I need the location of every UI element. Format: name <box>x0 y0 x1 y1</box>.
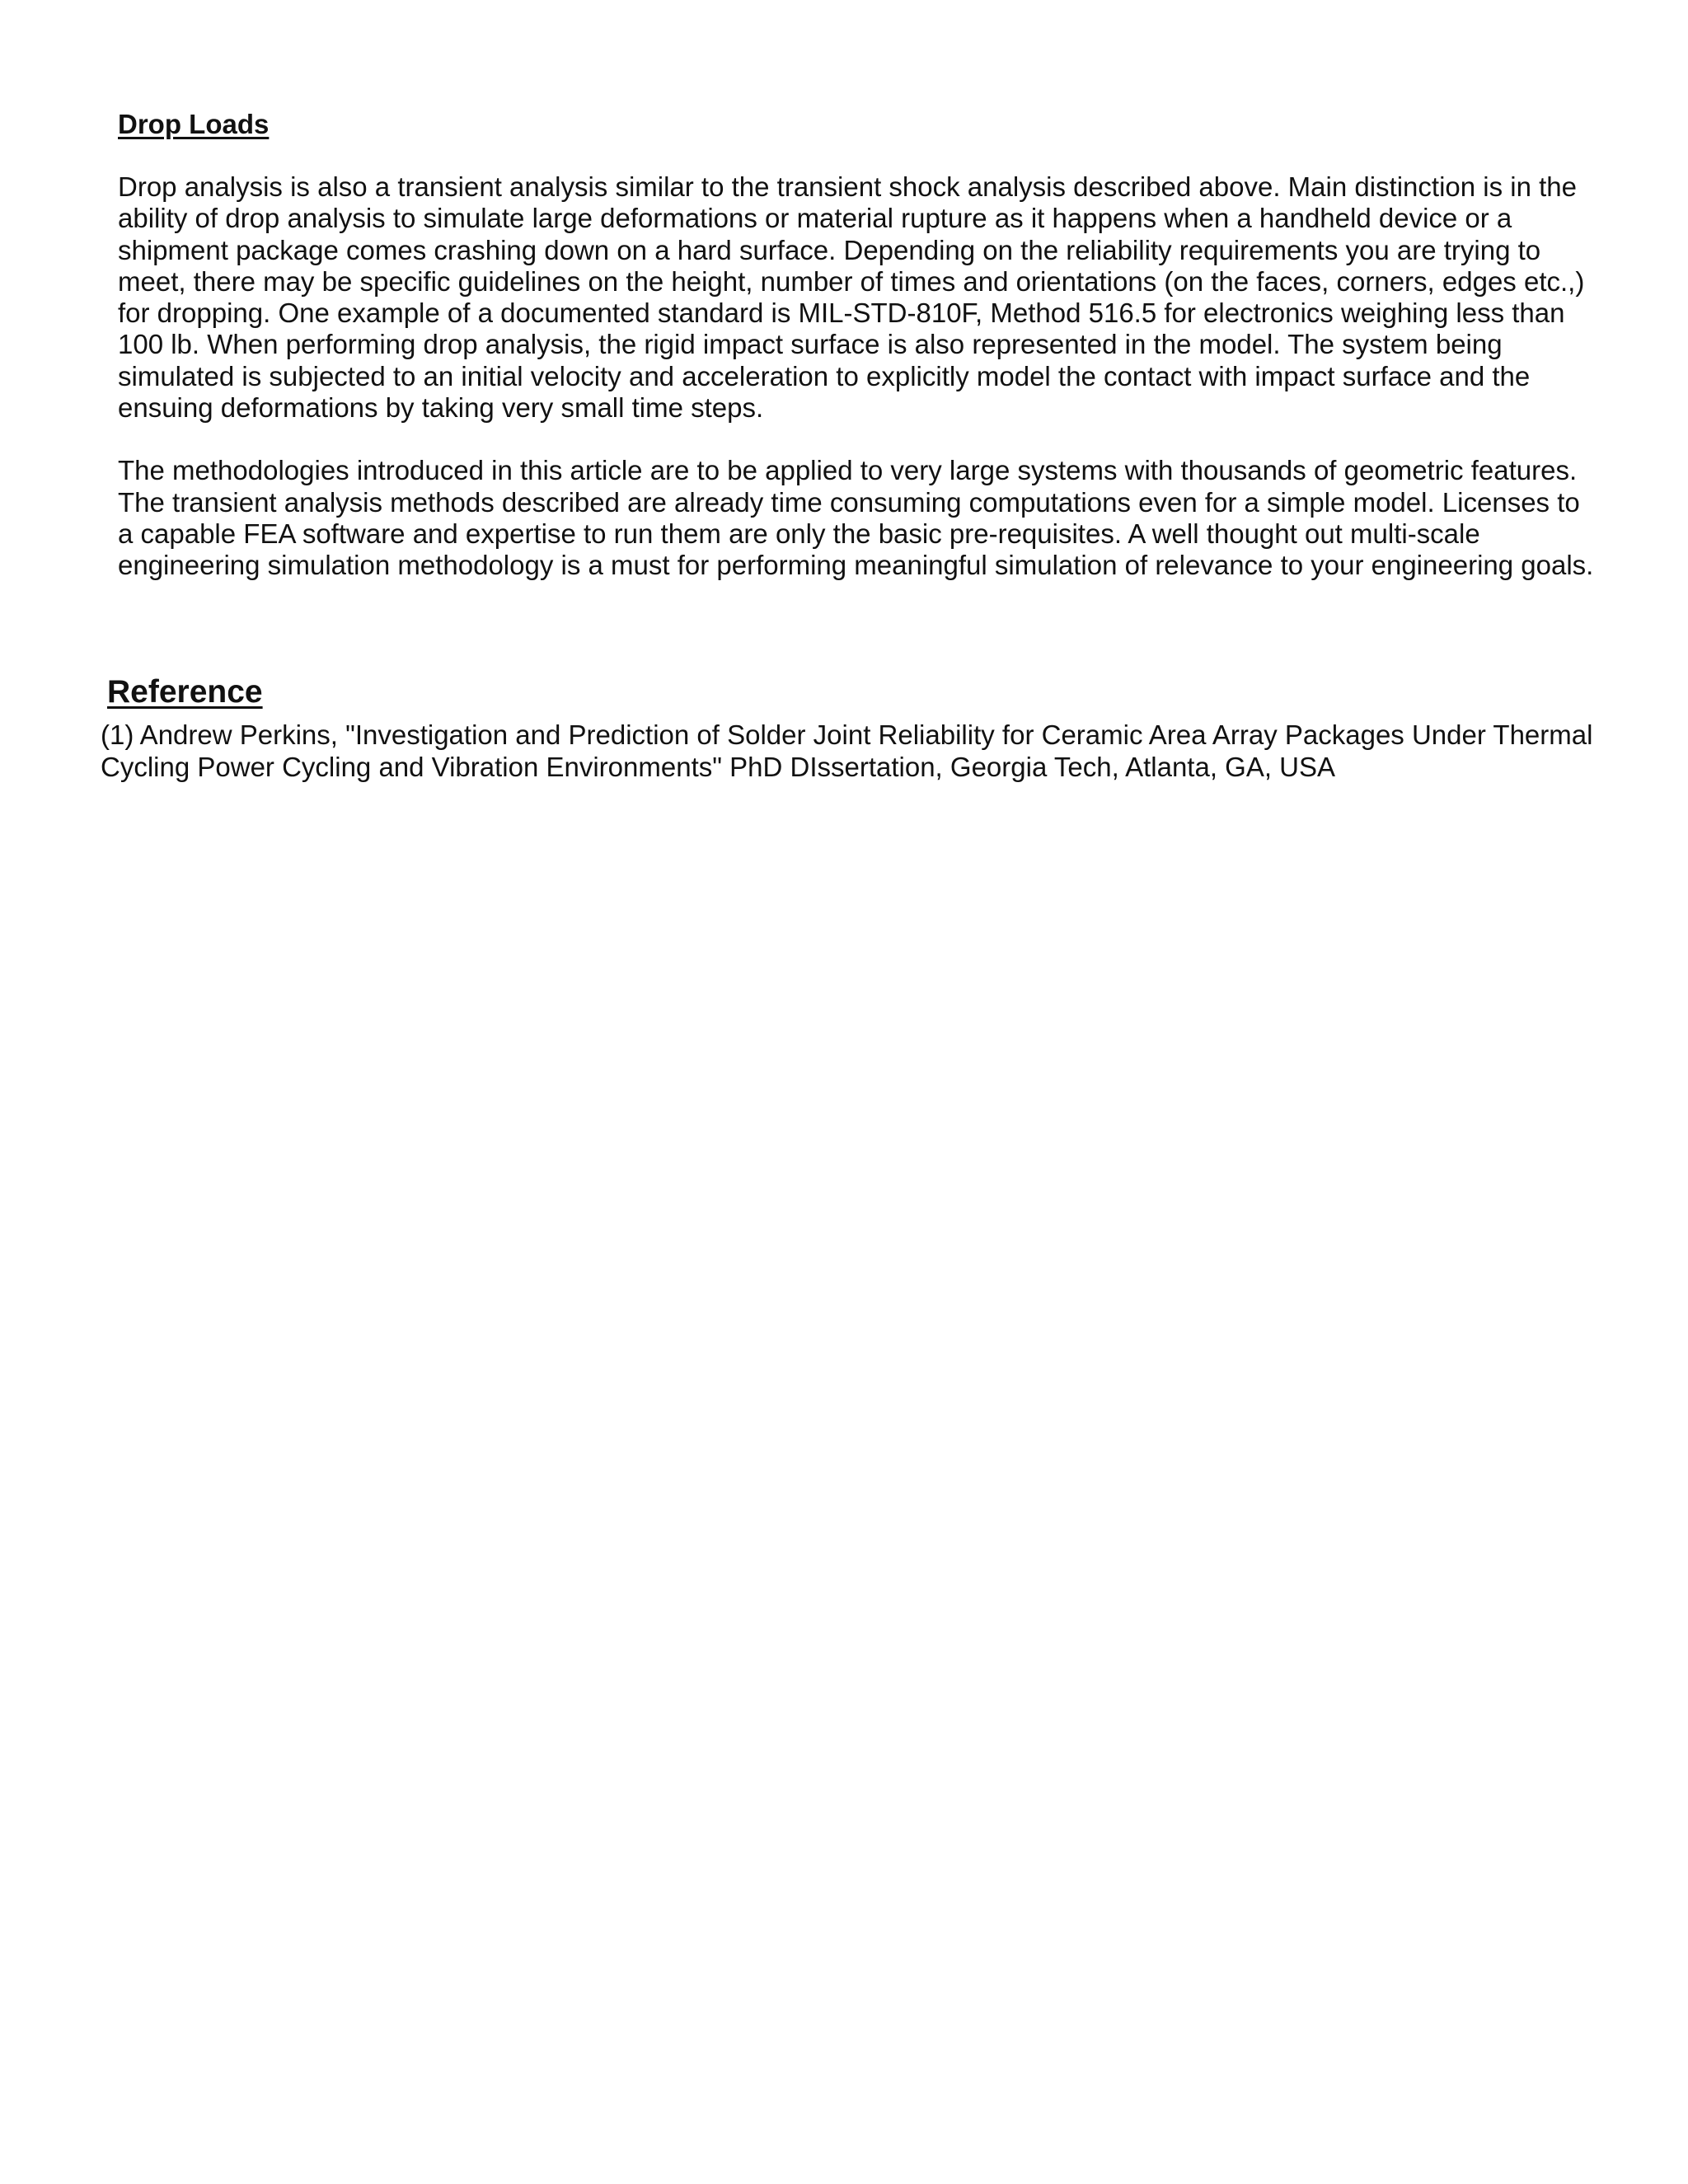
drop-loads-section <box>118 109 1601 582</box>
reference-heading: Reference <box>107 674 263 710</box>
reference-item: (1) Andrew Perkins, "Investigation and Prediction of Solder Joint Reliability for Ceramic Area Array Packages Under Thermal Cycling Power Cycling and Vibration Environments" PhD DIssertation, Georgia Tech, Atlanta, GA, USA <box>101 719 1593 782</box>
methodologies-paragraph: The methodologies introduced in this article are to be applied to very large systems with thousands of geometric features. The transient analysis methods described are already time consuming computations even for a simple model. Licenses to a capable FEA software and expertise to run them are only the basic pre-requisites. A well thought out multi-scale engineering simulation methodology is a must for performing meaningful simulation of relevance to your engineering goals. <box>118 455 1594 581</box>
reference-section <box>101 673 1601 783</box>
drop-loads-heading: Drop Loads <box>118 109 270 139</box>
drop-analysis-paragraph: Drop analysis is also a transient analysis similar to the transient shock analysis described above. Main distinction is in the ability of drop analysis to simulate large deformations or material rupture as it happens when a handheld device or a shipment package comes crashing down on a hard surface. Depending on the reliability requirements you are trying to meet, there may be specific guidelines on the height, number of times and orientations (on the faces, corners, edges etc.,) for dropping. One example of a documented standard is MIL-STD-810F, Method 516.5 for electronics weighing less than 100 lb. When performing drop analysis, the rigid impact surface is also represented in the model. The system being simulated is subjected to an initial velocity and acceleration to explicitly model the contact with impact surface and the ensuing deformations by taking very small time steps. <box>118 171 1585 424</box>
